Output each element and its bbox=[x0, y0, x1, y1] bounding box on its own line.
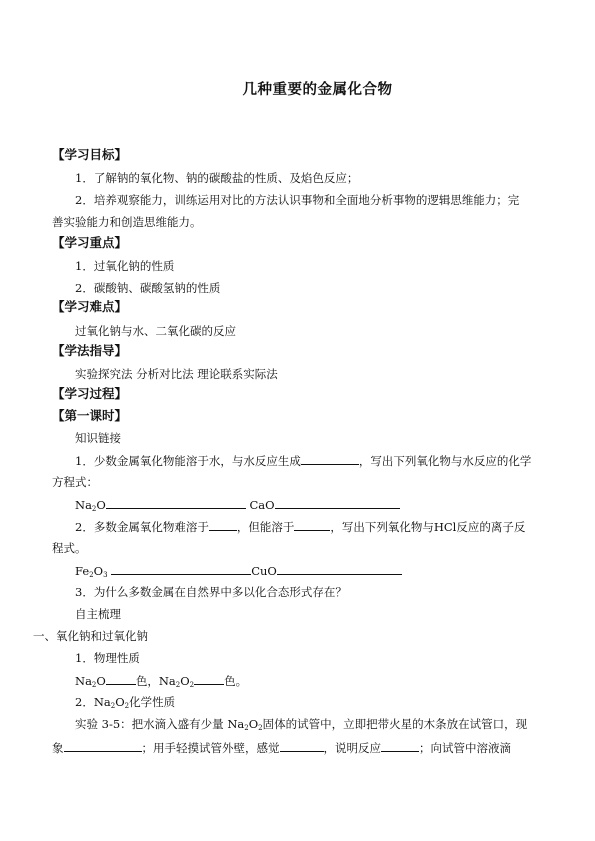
question-2-line-a bbox=[75, 519, 525, 534]
q1-text-post: ，写出下列氧化物与水反应的化学 bbox=[358, 454, 532, 468]
fe2o3-sub-2: 3 bbox=[103, 571, 108, 579]
cuo-blank bbox=[277, 563, 402, 575]
chem-text-post: 化学性质 bbox=[129, 695, 176, 709]
fe2o3-fe: Fe bbox=[75, 564, 90, 578]
experiment-line-b bbox=[52, 740, 511, 755]
goals-item-1: 1．了解钠的氧化物、钠的碳酸盐的性质、及焰色反应； bbox=[75, 171, 359, 185]
q2-text-mid: ，但能溶于 bbox=[236, 520, 295, 534]
exp-sub-2: 2 bbox=[258, 724, 263, 732]
fe2o3-sub-1: 2 bbox=[89, 571, 94, 579]
cao-blank bbox=[275, 497, 400, 509]
question-1-line-b: 方程式： bbox=[52, 475, 98, 489]
color-blank-1 bbox=[106, 673, 136, 685]
focus-heading: 【学习重点】 bbox=[52, 235, 128, 250]
exp-blank-3 bbox=[381, 740, 419, 752]
cao-label: CaO bbox=[249, 498, 275, 512]
fe2o3-o: O bbox=[93, 564, 104, 578]
na2o-na: Na bbox=[75, 498, 92, 512]
exp-text-post: 固体的试管中，立即把带火星的木条放在试管口，现 bbox=[262, 717, 528, 731]
method-heading: 【学法指导】 bbox=[52, 343, 128, 358]
exp-b-text-a: ；用手轻摸试管外壁，感觉 bbox=[141, 741, 280, 755]
question-2-line-b: 程式。 bbox=[52, 541, 87, 555]
na2o-sub: 2 bbox=[91, 505, 97, 513]
chem-text-pre: 2．Na bbox=[75, 695, 111, 709]
exp-blank-1 bbox=[64, 740, 142, 752]
q2-text-pre: 2．多数金属氧化物难溶于 bbox=[75, 520, 209, 534]
self-study-title: 自主梳理 bbox=[75, 607, 121, 621]
color-na2o2-sub-1: 2 bbox=[175, 681, 181, 689]
page-title: 几种重要的金属化合物 bbox=[242, 82, 393, 98]
chem-sub-2: 2 bbox=[124, 702, 130, 710]
lesson1-heading: 【第一课时】 bbox=[52, 408, 128, 423]
oxide-acid-line bbox=[75, 563, 402, 578]
q1-blank bbox=[301, 453, 359, 465]
link-title: 知识链接 bbox=[75, 431, 121, 445]
goals-item-2a: 2．培养观察能力，训练运用对比的方法认识事物和全面地分析事物的逻辑思维能力；完 bbox=[75, 193, 520, 207]
difficulty-item-1: 过氧化钠与水、二氧化碳的反应 bbox=[75, 324, 236, 338]
exp-sub-1: 2 bbox=[244, 724, 249, 732]
color-text-1: 色， bbox=[135, 674, 159, 688]
color-na2o-sub: 2 bbox=[91, 681, 97, 689]
chem-sub-1: 2 bbox=[110, 702, 116, 710]
focus-item-2: 2．碳酸钠、碳酸氢钠的性质 bbox=[75, 281, 221, 295]
goals-item-2b: 善实验能力和创造思维能力。 bbox=[52, 215, 202, 229]
na2o-o: O bbox=[96, 498, 106, 512]
color-na2o-na: Na bbox=[75, 674, 92, 688]
section-1-title: 一、氧化钠和过氧化钠 bbox=[33, 629, 148, 643]
color-na2o2-o: O bbox=[180, 674, 190, 688]
oxide-water-line bbox=[75, 497, 400, 512]
fe2o3-blank bbox=[111, 563, 251, 575]
q2-blank-1 bbox=[209, 519, 237, 531]
exp-b-text-b: ，说明反应 bbox=[323, 741, 381, 755]
exp-o: O bbox=[248, 717, 259, 731]
color-na2o2-sub-2: 2 bbox=[189, 681, 195, 689]
process-heading: 【学习过程】 bbox=[52, 386, 128, 401]
focus-item-1: 1．过氧化钠的性质 bbox=[75, 259, 175, 273]
exp-b-text-c: ；向试管中溶液滴 bbox=[419, 741, 511, 755]
exp-blank-2 bbox=[280, 740, 324, 752]
color-text-2: 色。 bbox=[224, 674, 248, 688]
cuo-label: CuO bbox=[251, 564, 277, 578]
chemical-properties-title bbox=[75, 695, 175, 709]
physical-properties-title: 1．物理性质 bbox=[75, 651, 140, 665]
experiment-line-a bbox=[75, 717, 527, 731]
q2-blank-2 bbox=[294, 519, 330, 531]
color-line bbox=[75, 673, 247, 688]
q2-text-post: ，写出下列氧化物与HCl反应的离子反 bbox=[330, 520, 526, 534]
exp-text-pre: 实验 3-5：把水滴入盛有少量 Na bbox=[75, 717, 245, 731]
goals-heading: 【学习目标】 bbox=[52, 147, 128, 162]
color-na2o-o: O bbox=[96, 674, 106, 688]
difficulty-heading: 【学习难点】 bbox=[52, 299, 128, 314]
color-na2o2-na: Na bbox=[158, 674, 176, 688]
exp-b-pre: 象 bbox=[52, 741, 64, 755]
question-3: 3．为什么多数金属在自然界中多以化合态形式存在？ bbox=[75, 585, 347, 599]
method-item-1: 实验探究法 分析对比法 理论联系实际法 bbox=[75, 367, 278, 381]
chem-o: O bbox=[115, 695, 125, 709]
color-blank-2 bbox=[194, 673, 224, 685]
q1-text-pre: 1．少数金属氧化物能溶于水，与水反应生成 bbox=[75, 454, 301, 468]
na2o-blank bbox=[106, 497, 246, 509]
question-1-line-a bbox=[75, 453, 531, 468]
